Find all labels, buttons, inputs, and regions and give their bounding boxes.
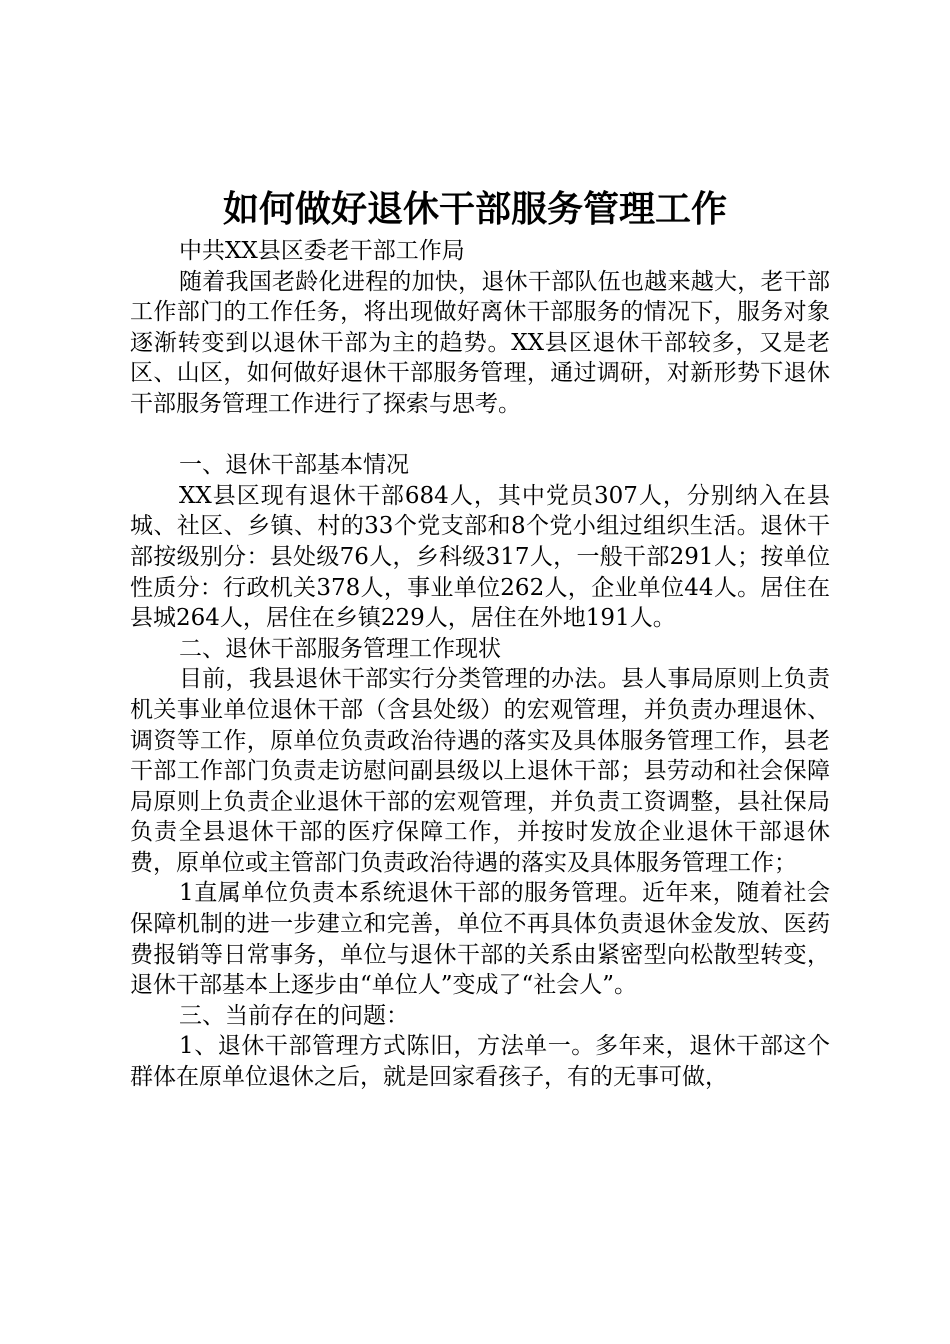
section-1-paragraph: XX县区现有退休干部684人，其中党员307人，分别纳入在县城、社区、乡镇、村的33个党支部和8个党小组过组织生活。退休干部按级别分：县处级76人，乡科级317人，一般干部291人；按单位性质分：行政机关378人，事业单位262人，企业单位44人。居住在县城264人，居住在乡镇229人，居住在外地191人。 <box>130 482 830 632</box>
blank-line <box>130 420 830 451</box>
document-title: 如何做好退休干部服务管理工作 <box>222 188 727 230</box>
author-line: 中共XX县区委老干部工作局 <box>179 238 465 264</box>
section-3-paragraph-1: 1、退休干部管理方式陈旧，方法单一。多年来，退休干部这个群体在原单位退休之后，就是回家看孩子，有的无事可做， <box>130 1033 830 1091</box>
section-heading-1: 一、退休干部基本情况 <box>179 452 409 479</box>
document-body <box>130 236 830 1093</box>
section-2-paragraph-1: 目前，我县退休干部实行分类管理的办法。县人事局原则上负责机关事业单位退休干部（含县处级）的宏观管理，并负责办理退休、调资等工作，原单位负责政治待遇的落实及具体服务管理工作，县老干部工作部门负责走访慰问副县级以上退休干部；县劳动和社会保障局原则上负责企业退休干部的宏观管理，并负责工资调整，县社保局负责全县退休干部的医疗保障工作，并按时发放企业退休干部退休费，原单位或主管部门负责政治待遇的落实及具体服务管理工作； <box>130 666 830 876</box>
section-heading-3: 三、当前存在的问题： <box>179 1002 409 1029</box>
section-heading-2: 二、退休干部服务管理工作现状 <box>179 635 501 662</box>
intro-paragraph: 随着我国老龄化进程的加快，退休干部队伍也越来越大，老干部工作部门的工作任务，将出现做好离休干部服务的情况下，服务对象逐渐转变到以退休干部为主的趋势。XX县区退休干部较多，又是老区、山区，如何做好退休干部服务管理，通过调研，对新形势下退休干部服务管理工作进行了探索与思考。 <box>130 268 830 417</box>
section-2-paragraph-2: 1直属单位负责本系统退休干部的服务管理。近年来，随着社会保障机制的进一步建立和完善，单位不再具体负责退休金发放、医药费报销等日常事务，单位与退休干部的关系由紧密型向松散型转变，退休干部基本上逐步由“单位人”变成了“社会人”。 <box>130 880 830 999</box>
